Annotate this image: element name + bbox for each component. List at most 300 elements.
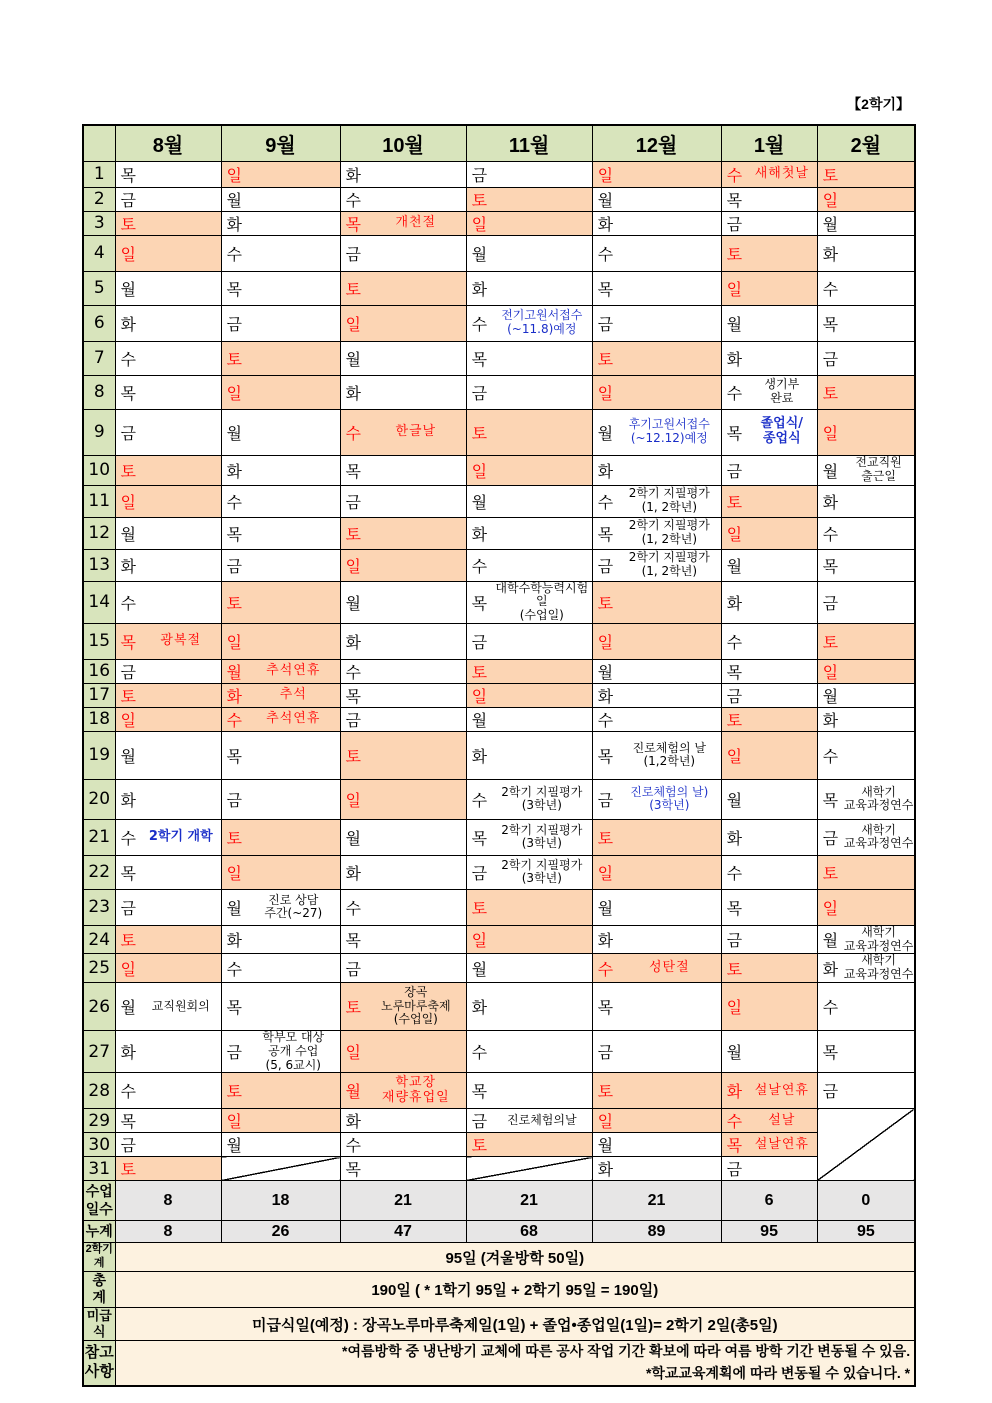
day-row bbox=[83, 341, 915, 375]
weekday-cell: 금 bbox=[721, 1157, 747, 1181]
weekday-cell: 금 bbox=[115, 187, 141, 211]
weekday-cell: 목 bbox=[466, 341, 492, 375]
school-days-value: 21 bbox=[340, 1181, 466, 1221]
weekday-cell: 화 bbox=[721, 341, 747, 375]
weekday-cell: 화 bbox=[592, 211, 618, 235]
event-cell bbox=[747, 375, 817, 409]
weekday-cell: 금 bbox=[340, 954, 366, 983]
event-text: 학부모 대상 공개 수업 (5, 6교시) bbox=[262, 1030, 325, 1072]
event-cell bbox=[141, 983, 221, 1031]
day-row bbox=[83, 549, 915, 581]
event-cell bbox=[618, 409, 721, 455]
day-row bbox=[83, 485, 915, 517]
event-cell bbox=[747, 305, 817, 341]
event-cell bbox=[747, 1109, 817, 1133]
weekday-cell: 월 bbox=[721, 1031, 747, 1073]
weekday-cell: 목 bbox=[466, 819, 492, 855]
event-cell bbox=[618, 731, 721, 779]
day-number: 1 bbox=[83, 161, 115, 187]
weekday-cell: 토 bbox=[817, 375, 843, 409]
event-cell bbox=[141, 683, 221, 707]
day-number: 9 bbox=[83, 409, 115, 455]
school-days-row bbox=[83, 1181, 915, 1221]
event-cell bbox=[366, 341, 466, 375]
weekday-cell: 목 bbox=[221, 271, 247, 305]
event-cell bbox=[618, 623, 721, 659]
event-cell bbox=[366, 235, 466, 271]
weekday-cell: 일 bbox=[592, 161, 618, 187]
event-cell bbox=[366, 1133, 466, 1157]
event-cell bbox=[618, 683, 721, 707]
day-number: 10 bbox=[83, 455, 115, 485]
event-cell bbox=[843, 305, 915, 341]
event-cell bbox=[747, 623, 817, 659]
event-cell bbox=[747, 1073, 817, 1109]
month-header: 9월 bbox=[221, 125, 340, 161]
event-cell bbox=[366, 623, 466, 659]
weekday-cell: 월 bbox=[221, 659, 247, 683]
weekday-cell: 일 bbox=[466, 455, 492, 485]
day-number: 5 bbox=[83, 271, 115, 305]
weekday-cell: 금 bbox=[466, 623, 492, 659]
day-row bbox=[83, 455, 915, 485]
event-cell bbox=[843, 341, 915, 375]
weekday-cell: 화 bbox=[221, 683, 247, 707]
semester-total-row bbox=[83, 1243, 915, 1272]
day-number: 4 bbox=[83, 235, 115, 271]
event-cell bbox=[141, 1157, 221, 1181]
month-header: 10월 bbox=[340, 125, 466, 161]
cumulative-value: 89 bbox=[592, 1221, 721, 1243]
day-number: 18 bbox=[83, 707, 115, 731]
event-cell bbox=[141, 455, 221, 485]
event-cell bbox=[141, 1031, 221, 1073]
weekday-cell: 화 bbox=[817, 954, 843, 983]
weekday-cell: 월 bbox=[340, 581, 366, 623]
event-cell bbox=[843, 1073, 915, 1109]
weekday-cell: 금 bbox=[221, 549, 247, 581]
event-cell bbox=[247, 271, 340, 305]
event-cell bbox=[747, 889, 817, 925]
event-cell bbox=[247, 683, 340, 707]
event-cell bbox=[492, 855, 592, 889]
event-cell bbox=[747, 1157, 817, 1181]
day-row bbox=[83, 1157, 915, 1181]
weekday-cell: 목 bbox=[340, 211, 366, 235]
event-cell bbox=[747, 819, 817, 855]
event-text: 교직원회의 bbox=[151, 998, 210, 1013]
weekday-cell: 일 bbox=[592, 375, 618, 409]
weekday-cell: 토 bbox=[817, 623, 843, 659]
cumulative-value: 68 bbox=[466, 1221, 592, 1243]
weekday-cell: 수 bbox=[115, 341, 141, 375]
event-cell bbox=[366, 683, 466, 707]
month-header-row bbox=[83, 125, 915, 161]
event-cell bbox=[747, 683, 817, 707]
weekday-cell: 금 bbox=[466, 855, 492, 889]
month-header: 8월 bbox=[115, 125, 221, 161]
event-text: 장곡 노루마루축제 (수업일) bbox=[381, 984, 451, 1027]
weekday-cell: 화 bbox=[115, 779, 141, 819]
event-cell bbox=[366, 1073, 466, 1109]
day-number: 26 bbox=[83, 983, 115, 1031]
event-cell bbox=[747, 187, 817, 211]
weekday-cell: 목 bbox=[592, 731, 618, 779]
event-cell bbox=[618, 659, 721, 683]
event-cell bbox=[618, 187, 721, 211]
weekday-cell: 목 bbox=[115, 375, 141, 409]
event-text: 2학기 지필평가 (1, 2학년) bbox=[628, 550, 710, 578]
weekday-cell: 목 bbox=[340, 1157, 366, 1181]
weekday-cell: 목 bbox=[592, 271, 618, 305]
weekday-cell: 일 bbox=[115, 485, 141, 517]
event-cell bbox=[747, 1031, 817, 1073]
event-cell bbox=[843, 375, 915, 409]
semester-label: 【2학기】 bbox=[847, 96, 910, 112]
event-cell bbox=[843, 271, 915, 305]
weekday-cell: 화 bbox=[340, 161, 366, 187]
weekday-cell: 화 bbox=[340, 623, 366, 659]
empty-date-cell bbox=[221, 1157, 340, 1181]
event-cell bbox=[618, 485, 721, 517]
weekday-cell: 화 bbox=[115, 1031, 141, 1073]
weekday-cell: 금 bbox=[817, 581, 843, 623]
event-text: 새학기 교육과정연수 bbox=[843, 822, 914, 851]
weekday-cell: 목 bbox=[115, 855, 141, 889]
event-cell bbox=[843, 659, 915, 683]
weekday-cell: 토 bbox=[721, 235, 747, 271]
event-cell bbox=[141, 235, 221, 271]
event-cell bbox=[843, 211, 915, 235]
day-row bbox=[83, 731, 915, 779]
weekday-cell: 화 bbox=[817, 235, 843, 271]
event-cell bbox=[492, 819, 592, 855]
day-number: 12 bbox=[83, 517, 115, 549]
event-cell bbox=[141, 954, 221, 983]
weekday-cell: 토 bbox=[221, 819, 247, 855]
weekday-cell: 수 bbox=[721, 375, 747, 409]
event-cell bbox=[247, 1031, 340, 1073]
weekday-cell: 일 bbox=[817, 889, 843, 925]
day-number: 15 bbox=[83, 623, 115, 659]
event-cell bbox=[843, 954, 915, 983]
event-text: 진로체험의 날) (3학년) bbox=[630, 784, 709, 813]
weekday-cell: 화 bbox=[221, 455, 247, 485]
event-cell bbox=[366, 889, 466, 925]
day-number: 19 bbox=[83, 731, 115, 779]
event-cell bbox=[492, 1133, 592, 1157]
event-text: 추석 bbox=[279, 686, 307, 702]
event-cell bbox=[492, 731, 592, 779]
weekday-cell: 월 bbox=[592, 187, 618, 211]
event-cell bbox=[843, 731, 915, 779]
event-text: 생기부 완료 bbox=[764, 377, 800, 405]
event-cell bbox=[366, 819, 466, 855]
day-number: 27 bbox=[83, 1031, 115, 1073]
weekday-cell: 월 bbox=[592, 889, 618, 925]
day-row bbox=[83, 707, 915, 731]
weekday-cell: 화 bbox=[592, 925, 618, 954]
semester-total-label: 2학기계 bbox=[83, 1243, 115, 1272]
event-cell bbox=[366, 455, 466, 485]
weekday-cell: 목 bbox=[340, 455, 366, 485]
notes-label: 참고 사항 bbox=[83, 1341, 115, 1386]
event-text: 대학수학능력시험일 (수업일) bbox=[495, 580, 589, 623]
weekday-cell: 일 bbox=[817, 659, 843, 683]
weekday-cell: 일 bbox=[817, 187, 843, 211]
event-cell bbox=[618, 211, 721, 235]
event-cell bbox=[141, 819, 221, 855]
cumulative-value: 95 bbox=[721, 1221, 817, 1243]
weekday-cell: 수 bbox=[466, 779, 492, 819]
weekday-cell: 금 bbox=[115, 409, 141, 455]
weekday-cell: 금 bbox=[817, 819, 843, 855]
weekday-cell: 월 bbox=[817, 455, 843, 485]
day-number: 23 bbox=[83, 889, 115, 925]
weekday-cell: 목 bbox=[592, 517, 618, 549]
weekday-cell: 화 bbox=[721, 1073, 747, 1109]
event-cell bbox=[747, 271, 817, 305]
day-row bbox=[83, 305, 915, 341]
event-cell bbox=[618, 235, 721, 271]
event-cell bbox=[141, 1109, 221, 1133]
event-text: 진로체험의 날 (1,2학년) bbox=[632, 740, 706, 769]
event-cell bbox=[247, 659, 340, 683]
event-cell bbox=[618, 925, 721, 954]
weekday-cell: 토 bbox=[466, 409, 492, 455]
weekday-cell: 일 bbox=[340, 549, 366, 581]
grand-total-label: 총 계 bbox=[83, 1271, 115, 1307]
day-row bbox=[83, 1073, 915, 1109]
day-row bbox=[83, 581, 915, 623]
weekday-cell: 일 bbox=[221, 855, 247, 889]
event-cell bbox=[747, 954, 817, 983]
day-row bbox=[83, 1109, 915, 1133]
event-cell bbox=[247, 485, 340, 517]
event-cell bbox=[141, 731, 221, 779]
event-cell bbox=[141, 925, 221, 954]
day-number: 16 bbox=[83, 659, 115, 683]
weekday-cell: 일 bbox=[340, 1031, 366, 1073]
event-cell bbox=[141, 855, 221, 889]
event-cell bbox=[747, 517, 817, 549]
weekday-cell: 화 bbox=[340, 375, 366, 409]
event-cell bbox=[366, 485, 466, 517]
weekday-cell: 수 bbox=[721, 855, 747, 889]
weekday-cell: 월 bbox=[466, 235, 492, 271]
day-number: 29 bbox=[83, 1109, 115, 1133]
weekday-cell: 금 bbox=[466, 1109, 492, 1133]
event-cell bbox=[247, 1109, 340, 1133]
weekday-cell: 토 bbox=[115, 455, 141, 485]
weekday-cell: 수 bbox=[817, 271, 843, 305]
event-cell bbox=[492, 161, 592, 187]
weekday-cell: 토 bbox=[340, 517, 366, 549]
weekday-cell: 금 bbox=[721, 683, 747, 707]
grand-total-value: 190일 ( * 1학기 95일 + 2학기 95일 = 190일) bbox=[115, 1271, 915, 1307]
weekday-cell: 수 bbox=[817, 731, 843, 779]
weekday-cell: 목 bbox=[466, 1073, 492, 1109]
weekday-cell: 금 bbox=[721, 211, 747, 235]
event-cell bbox=[747, 341, 817, 375]
event-cell bbox=[247, 1133, 340, 1157]
weekday-cell: 수 bbox=[221, 954, 247, 983]
weekday-cell: 월 bbox=[340, 341, 366, 375]
weekday-cell: 화 bbox=[817, 485, 843, 517]
event-cell bbox=[618, 707, 721, 731]
school-days-value: 0 bbox=[817, 1181, 915, 1221]
weekday-cell: 토 bbox=[592, 341, 618, 375]
event-cell bbox=[141, 271, 221, 305]
weekday-cell: 수 bbox=[340, 1133, 366, 1157]
weekday-cell: 월 bbox=[817, 683, 843, 707]
school-days-value: 21 bbox=[592, 1181, 721, 1221]
event-cell bbox=[747, 983, 817, 1031]
event-cell bbox=[843, 187, 915, 211]
event-cell bbox=[141, 211, 221, 235]
weekday-cell: 월 bbox=[340, 819, 366, 855]
weekday-cell: 목 bbox=[466, 581, 492, 623]
weekday-cell: 목 bbox=[721, 659, 747, 683]
event-cell bbox=[492, 1109, 592, 1133]
empty-date-cell bbox=[817, 1109, 915, 1181]
school-days-value: 21 bbox=[466, 1181, 592, 1221]
event-cell bbox=[618, 954, 721, 983]
day-row bbox=[83, 1133, 915, 1157]
event-cell bbox=[747, 731, 817, 779]
event-cell bbox=[366, 983, 466, 1031]
weekday-cell: 토 bbox=[721, 707, 747, 731]
weekday-cell: 토 bbox=[221, 581, 247, 623]
day-row bbox=[83, 375, 915, 409]
day-number: 24 bbox=[83, 925, 115, 954]
event-cell bbox=[247, 623, 340, 659]
event-cell bbox=[747, 925, 817, 954]
event-cell bbox=[247, 731, 340, 779]
event-cell bbox=[492, 1031, 592, 1073]
day-number: 21 bbox=[83, 819, 115, 855]
weekday-cell: 월 bbox=[115, 983, 141, 1031]
weekday-cell: 일 bbox=[466, 211, 492, 235]
weekday-cell: 금 bbox=[115, 1133, 141, 1157]
weekday-cell: 토 bbox=[817, 161, 843, 187]
event-cell bbox=[492, 305, 592, 341]
event-cell bbox=[247, 305, 340, 341]
event-cell bbox=[747, 455, 817, 485]
event-cell bbox=[366, 517, 466, 549]
weekday-cell: 화 bbox=[466, 983, 492, 1031]
event-cell bbox=[247, 517, 340, 549]
weekday-cell: 수 bbox=[721, 161, 747, 187]
weekday-cell: 월 bbox=[592, 1133, 618, 1157]
day-row bbox=[83, 954, 915, 983]
event-cell bbox=[843, 855, 915, 889]
weekday-cell: 토 bbox=[340, 271, 366, 305]
event-cell bbox=[141, 1133, 221, 1157]
event-cell bbox=[366, 305, 466, 341]
event-cell bbox=[618, 983, 721, 1031]
weekday-cell: 일 bbox=[592, 1109, 618, 1133]
weekday-cell: 수 bbox=[817, 983, 843, 1031]
day-number: 22 bbox=[83, 855, 115, 889]
event-cell bbox=[366, 779, 466, 819]
weekday-cell: 토 bbox=[466, 1133, 492, 1157]
event-cell bbox=[747, 161, 817, 187]
event-cell bbox=[366, 707, 466, 731]
event-cell bbox=[492, 983, 592, 1031]
weekday-cell: 토 bbox=[115, 683, 141, 707]
event-cell bbox=[247, 855, 340, 889]
weekday-cell: 토 bbox=[340, 731, 366, 779]
event-text: 새해첫날 bbox=[754, 165, 809, 181]
weekday-cell: 월 bbox=[592, 409, 618, 455]
event-cell bbox=[247, 375, 340, 409]
event-cell bbox=[492, 707, 592, 731]
weekday-cell: 일 bbox=[221, 1109, 247, 1133]
notes-value bbox=[115, 1341, 915, 1386]
event-cell bbox=[366, 1157, 466, 1181]
day-row bbox=[83, 271, 915, 305]
weekday-cell: 수 bbox=[466, 549, 492, 581]
event-cell bbox=[492, 485, 592, 517]
event-cell bbox=[141, 485, 221, 517]
day-row bbox=[83, 925, 915, 954]
month-header: 11월 bbox=[466, 125, 592, 161]
weekday-cell: 수 bbox=[592, 707, 618, 731]
weekday-cell: 화 bbox=[721, 581, 747, 623]
weekday-cell: 목 bbox=[721, 409, 747, 455]
event-cell bbox=[366, 659, 466, 683]
event-cell bbox=[618, 889, 721, 925]
event-cell bbox=[843, 517, 915, 549]
weekday-cell: 일 bbox=[466, 925, 492, 954]
event-cell bbox=[618, 271, 721, 305]
event-cell bbox=[366, 954, 466, 983]
weekday-cell: 일 bbox=[221, 375, 247, 409]
weekday-cell: 토 bbox=[115, 211, 141, 235]
weekday-cell: 화 bbox=[466, 517, 492, 549]
event-cell bbox=[247, 889, 340, 925]
weekday-cell: 월 bbox=[340, 1073, 366, 1109]
weekday-cell: 수 bbox=[340, 659, 366, 683]
day-number: 8 bbox=[83, 375, 115, 409]
event-cell bbox=[366, 925, 466, 954]
note-line: *학교교육계획에 따라 변동될 수 있습니다. * bbox=[645, 1365, 911, 1382]
event-text: 설날연휴 bbox=[754, 1082, 809, 1098]
weekday-cell: 목 bbox=[721, 187, 747, 211]
weekday-cell: 금 bbox=[592, 779, 618, 819]
weekday-cell: 금 bbox=[721, 925, 747, 954]
event-cell bbox=[141, 623, 221, 659]
event-cell bbox=[492, 517, 592, 549]
event-cell bbox=[492, 954, 592, 983]
weekday-cell: 토 bbox=[221, 341, 247, 375]
event-cell bbox=[843, 409, 915, 455]
weekday-cell: 금 bbox=[115, 659, 141, 683]
event-text: 추석연휴 bbox=[266, 710, 321, 726]
weekday-cell: 토 bbox=[592, 819, 618, 855]
event-cell bbox=[141, 375, 221, 409]
day-row bbox=[83, 211, 915, 235]
weekday-cell: 일 bbox=[466, 683, 492, 707]
weekday-cell: 수 bbox=[340, 889, 366, 925]
event-text: 2학기 지필평가 (3학년) bbox=[501, 857, 583, 886]
weekday-cell: 월 bbox=[817, 211, 843, 235]
event-cell bbox=[618, 1109, 721, 1133]
event-cell bbox=[141, 581, 221, 623]
weekday-cell: 금 bbox=[221, 779, 247, 819]
event-cell bbox=[141, 889, 221, 925]
